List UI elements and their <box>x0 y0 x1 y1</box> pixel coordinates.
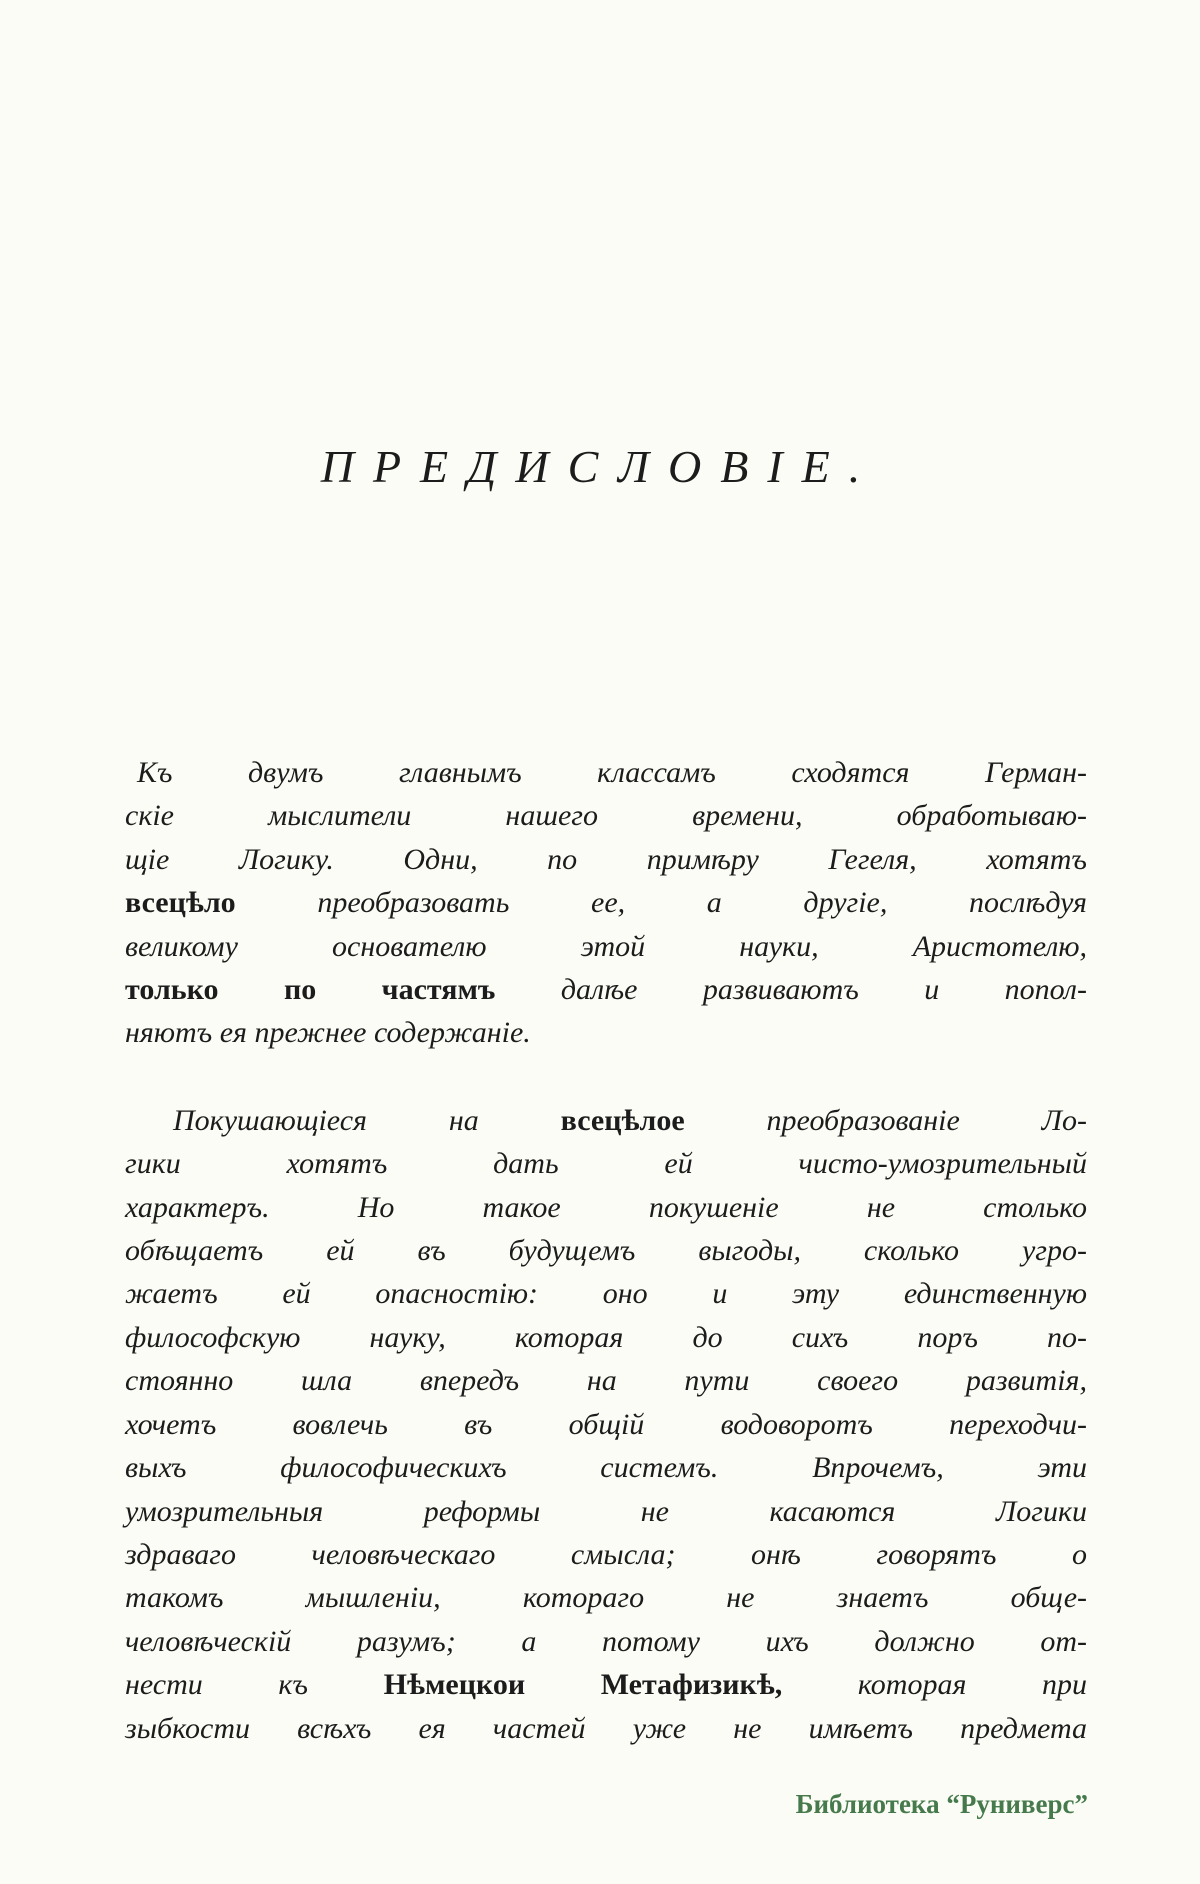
text-line: характеръ. Но такое покушеніе не столько <box>125 1190 1087 1224</box>
text-line: обѣщаетъ ей въ будущемъ выгоды, сколько угро- <box>125 1234 1087 1268</box>
text-line: няютъ ея прежнее содержаніе. <box>125 1016 531 1050</box>
text-line: Покушающіеся на всецѣлое преобразованіе Ло- <box>173 1103 1087 1137</box>
text-line: здраваго человѣческаго смысла; онѣ говорятъ о <box>125 1537 1087 1571</box>
paragraph <box>125 1099 1087 1750</box>
text-line: зыбкости всѣхъ ея частей уже не имѣетъ предмета <box>125 1711 1087 1745</box>
text-line: только по частямъ далѣе развиваютъ и попол- <box>125 973 1088 1007</box>
text-line: жаетъ ей опасностію: оно и эту единственную <box>125 1277 1087 1311</box>
text-line: всецѣло преобразовать ее, а другіе, послѣдуя <box>125 886 1087 920</box>
text-line: стоянно шла впередъ на пути своего развитія, <box>125 1364 1087 1398</box>
paragraph <box>125 751 1087 1055</box>
text-line: хочетъ вовлечь въ общій водоворотъ переходчи- <box>125 1407 1087 1441</box>
text-line: Къ двумъ главнымъ классамъ сходятся Герман- <box>137 756 1087 789</box>
text-line: нести къ Нѣмецкои Метафизикѣ, которая при <box>125 1668 1087 1702</box>
page-title: ПРЕДИСЛОВІЕ. <box>320 441 880 492</box>
library-watermark: Библиотека “Руниверс” <box>795 1789 1088 1819</box>
preface-text <box>125 751 1087 1750</box>
text-line: великому основателю этой науки, Аристотелю, <box>125 929 1087 963</box>
text-line: такомъ мышленіи, котораго не знаетъ обще- <box>125 1581 1087 1615</box>
text-line: человѣческій разумъ; а потому ихъ должно от- <box>125 1624 1087 1658</box>
text-line: скіе мыслители нашего времени, обработываю- <box>125 799 1087 833</box>
text-line: философскую науку, которая до сихъ поръ по- <box>125 1320 1087 1354</box>
text-line: гики хотятъ дать ей чисто-умозрительный <box>125 1147 1087 1181</box>
text-line: выхъ философическихъ системъ. Впрочемъ, эти <box>125 1451 1087 1485</box>
text-line: умозрительныя реформы не касаются Логики <box>125 1494 1087 1528</box>
text-line: щіе Логику. Одни, по примѣру Гегеля, хотятъ <box>125 842 1087 876</box>
